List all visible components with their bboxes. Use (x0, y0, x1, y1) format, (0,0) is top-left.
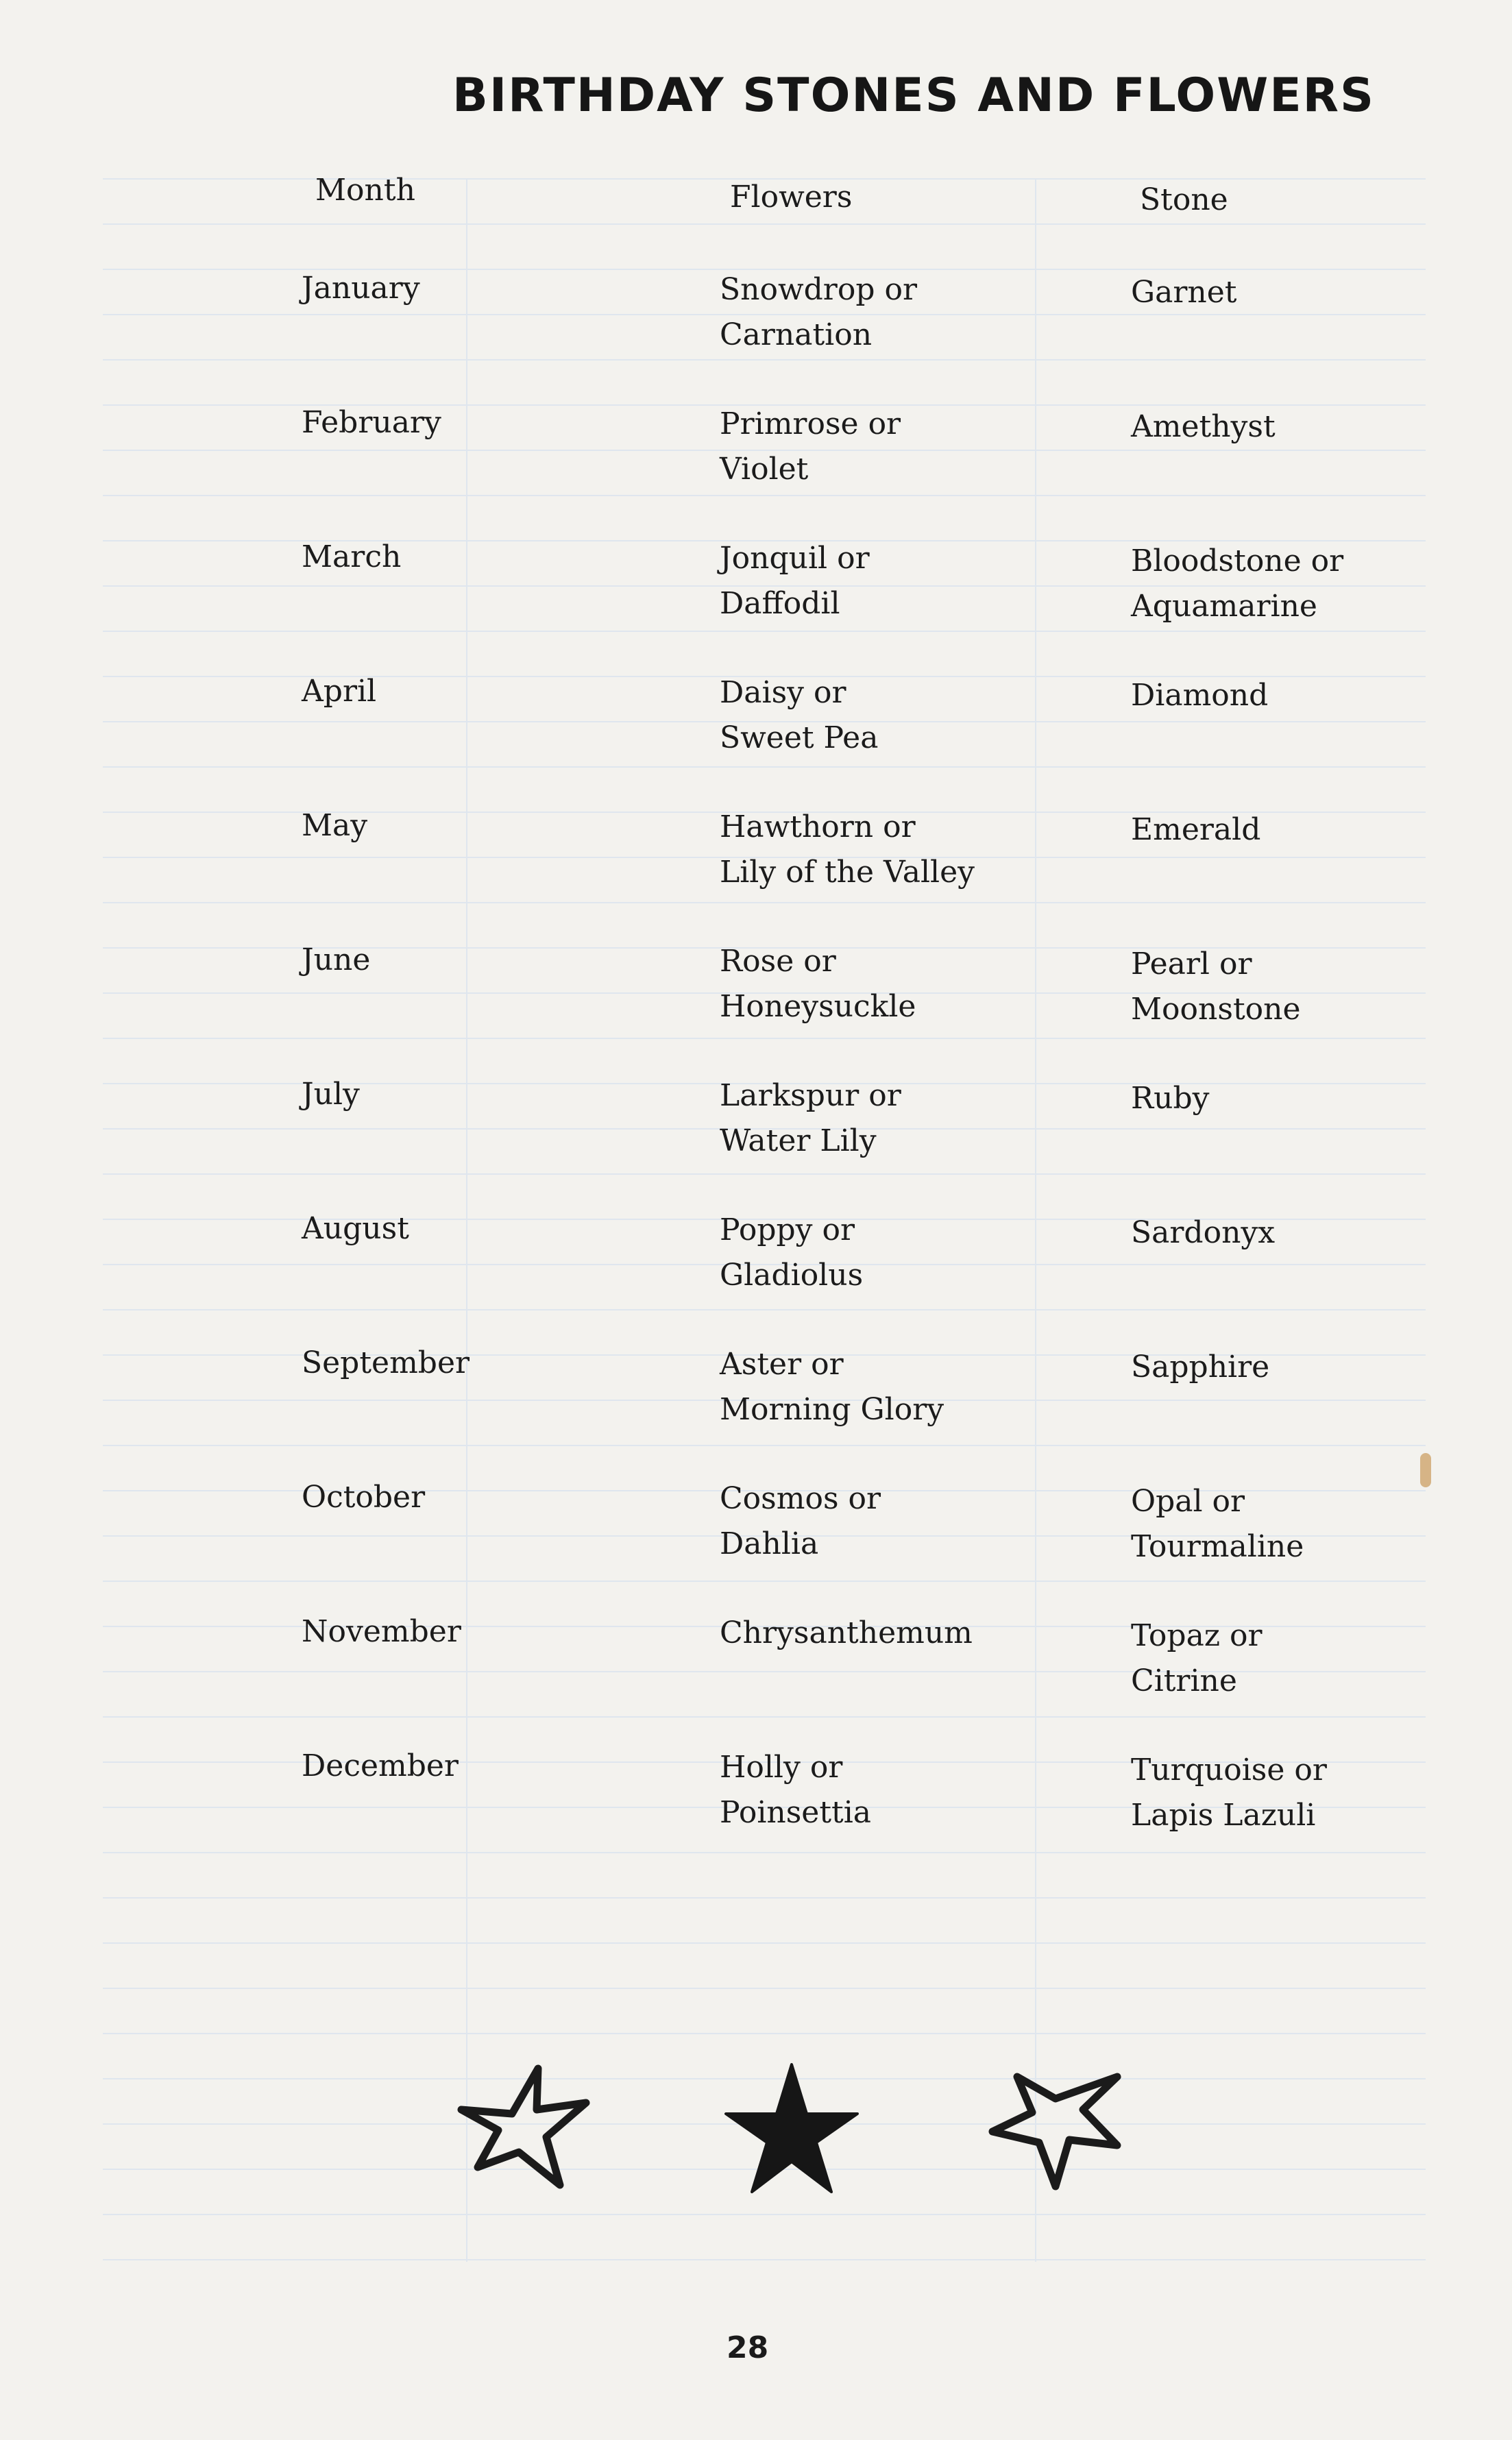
flower-line: Dahlia (720, 1526, 819, 1561)
flower-cell (720, 536, 870, 626)
stone-cell (1131, 1613, 1263, 1704)
month-cell: August (302, 1211, 409, 1246)
month-cell: October (302, 1480, 426, 1515)
ruled-line (103, 1897, 1426, 1899)
stone-cell (1131, 673, 1268, 718)
flower-line: Poppy or (720, 1212, 855, 1247)
stone-line: Ruby (1131, 1081, 1210, 1116)
month-cell: June (302, 942, 371, 977)
table-row (0, 1475, 1512, 1612)
stone-line: Aquamarine (1131, 589, 1317, 624)
table-row (0, 1341, 1512, 1478)
stone-line: Pearl or (1131, 947, 1252, 981)
filled-star-icon (723, 2056, 860, 2193)
table-row (0, 669, 1512, 806)
table-row (0, 803, 1512, 940)
flower-cell (720, 1611, 973, 1656)
flower-line: Primrose or (720, 406, 901, 441)
month-cell: February (302, 405, 441, 440)
flower-cell (720, 939, 916, 1029)
table-row (0, 1609, 1512, 1746)
stone-cell (1131, 942, 1301, 1032)
stone-line: Topaz or (1131, 1618, 1263, 1653)
table-row (0, 535, 1512, 672)
flower-line: Sweet Pea (720, 720, 879, 755)
flower-line: Morning Glory (720, 1392, 944, 1427)
month-cell: December (302, 1748, 459, 1783)
flower-cell (720, 1208, 863, 1298)
flower-cell (720, 805, 975, 895)
ruled-line (103, 1942, 1426, 1944)
month-cell: July (302, 1077, 360, 1112)
star-decorations (0, 2056, 1512, 2193)
month-cell: January (302, 271, 420, 306)
table-row (0, 1744, 1512, 1881)
stone-cell (1131, 404, 1276, 450)
stone-line: Diamond (1131, 678, 1269, 713)
ruled-line (103, 223, 1426, 225)
stone-line: Tourmaline (1131, 1529, 1304, 1564)
flower-line: Daisy or (720, 675, 846, 710)
flower-cell (720, 1476, 881, 1567)
flower-line: Aster or (720, 1347, 844, 1382)
flower-line: Carnation (720, 317, 873, 352)
stone-line: Emerald (1131, 812, 1261, 847)
flower-cell (720, 1073, 901, 1164)
flower-cell (720, 670, 878, 761)
stone-cell (1131, 1479, 1304, 1570)
ruled-line (103, 2259, 1426, 2260)
stone-cell (1131, 1076, 1210, 1121)
header-month: Month (315, 173, 415, 208)
flower-cell (720, 267, 917, 358)
month-cell: November (302, 1614, 461, 1649)
stone-cell (1131, 1345, 1269, 1390)
ruled-line (103, 1988, 1426, 1989)
page-title: BIRTHDAY STONES AND FLOWERS (452, 69, 1375, 123)
stone-line: Bloodstone or (1131, 544, 1344, 578)
flower-line: Larkspur or (720, 1078, 901, 1113)
flower-cell (720, 1745, 871, 1835)
flower-line: Hawthorn or (720, 809, 916, 844)
table-row (0, 1072, 1512, 1209)
flower-cell (720, 402, 901, 492)
table-row (0, 400, 1512, 537)
flower-line: Cosmos or (720, 1481, 881, 1516)
table-row (0, 938, 1512, 1075)
stone-cell (1131, 807, 1260, 853)
flower-line: Chrysanthemum (720, 1615, 973, 1650)
stone-cell (1131, 1210, 1275, 1256)
stone-line: Turquoise or (1131, 1753, 1327, 1788)
flower-line: Jonquil or (720, 541, 870, 576)
stone-cell (1131, 1748, 1327, 1838)
outline-star-icon (987, 2056, 1124, 2193)
month-cell: May (302, 808, 368, 843)
flower-cell (720, 1342, 944, 1432)
month-cell: September (302, 1345, 470, 1380)
flower-line: Snowdrop or (720, 272, 917, 307)
month-cell: April (302, 674, 377, 709)
stone-cell (1131, 539, 1343, 629)
flower-line: Violet (720, 452, 809, 487)
flower-line: Daffodil (720, 586, 840, 621)
stone-line: Lapis Lazuli (1131, 1798, 1316, 1833)
outline-star-icon (456, 2056, 593, 2193)
stone-line: Amethyst (1131, 409, 1276, 444)
table-row (0, 266, 1512, 403)
ruled-line (103, 2033, 1426, 2034)
ruled-line (103, 2214, 1426, 2215)
month-cell: March (302, 539, 402, 574)
page-number: 28 (727, 2330, 769, 2365)
flower-line: Lily of the Valley (720, 855, 975, 890)
flower-line: Holly or (720, 1750, 843, 1785)
stone-line: Citrine (1131, 1663, 1237, 1698)
stone-line: Opal or (1131, 1484, 1245, 1519)
flower-line: Honeysuckle (720, 989, 916, 1024)
flower-line: Rose or (720, 944, 836, 979)
stone-cell (1131, 270, 1236, 315)
stone-line: Sapphire (1131, 1350, 1270, 1384)
flower-line: Gladiolus (720, 1258, 864, 1293)
flower-line: Water Lily (720, 1123, 877, 1158)
stone-line: Sardonyx (1131, 1215, 1276, 1250)
table-row (0, 1206, 1512, 1343)
header-flowers: Flowers (730, 180, 853, 215)
flower-line: Poinsettia (720, 1795, 872, 1830)
stone-line: Moonstone (1131, 992, 1301, 1027)
header-stone: Stone (1140, 182, 1228, 217)
stone-line: Garnet (1131, 275, 1237, 310)
